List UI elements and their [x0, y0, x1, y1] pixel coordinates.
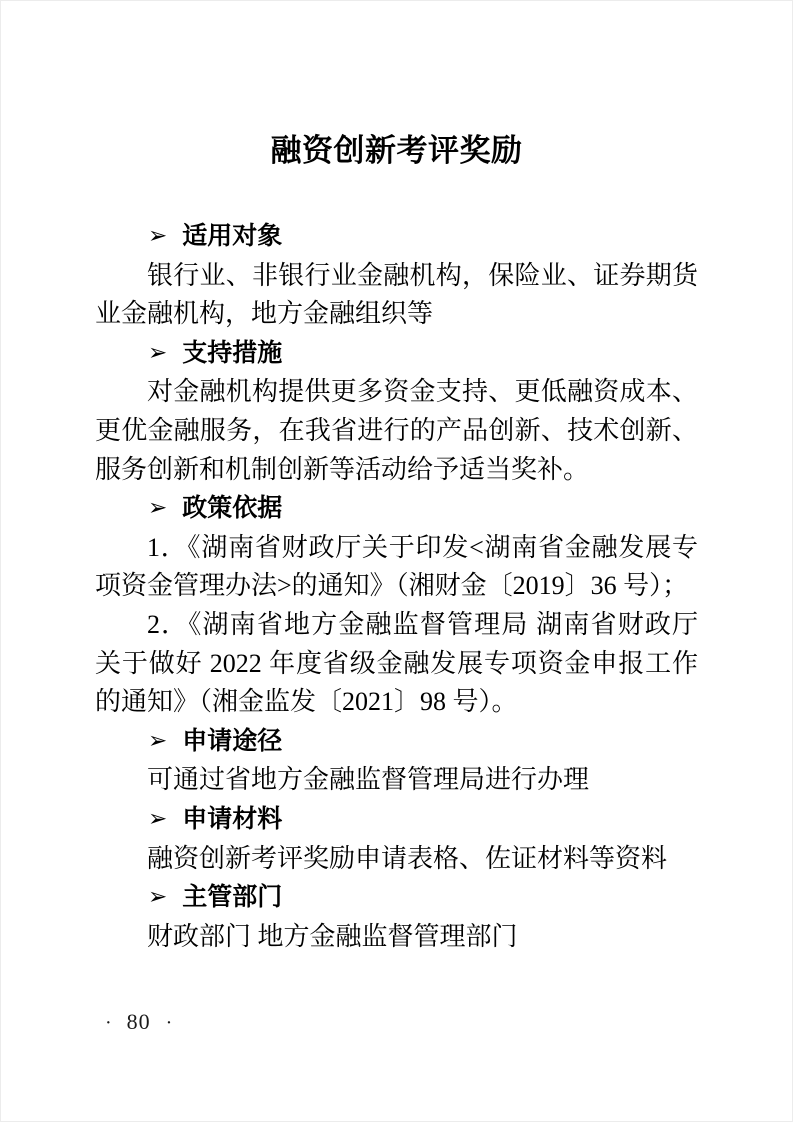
section-application-channel	[95, 722, 698, 800]
page-number	[104, 1007, 173, 1038]
page-title: 融资创新考评奖励	[270, 133, 523, 168]
page-number-dot: ·	[105, 1012, 112, 1034]
paragraph: 对金融机构提供更多资金支持、更低融资成本、更优金融服务，在我省进行的产品创新、技术创新、服务创新和机制创新等活动给予适当奖补。	[95, 377, 698, 484]
section-heading-label: 申请途径	[182, 726, 283, 755]
paragraph: 融资创新考评奖励申请表格、佐证材料等资料	[147, 843, 668, 873]
section-heading-label: 支持措施	[182, 338, 283, 367]
section-competent-departments	[95, 878, 698, 956]
section-heading	[95, 489, 698, 529]
arrow-bullet-icon: ➢	[148, 884, 168, 911]
section-heading	[95, 800, 698, 840]
section-applicable-targets	[95, 217, 698, 334]
section-support-measures	[95, 334, 698, 489]
paragraph: 银行业、非银行业金融机构，保险业、证券期货业金融机构，地方金融组织等	[95, 260, 698, 329]
section-heading	[95, 722, 698, 762]
section-policy-basis	[95, 489, 698, 722]
paragraph: 可通过省地方金融监督管理局进行办理	[147, 765, 590, 795]
page-number-dot: ·	[165, 1012, 173, 1034]
paragraph: 2．《湖南省地方金融监督管理局 湖南省财政厅关于做好 2022 年度省级金融发展专项资金申报工作的通知》（湘金监发〔2021〕98 号）。	[95, 609, 698, 717]
arrow-bullet-icon: ➢	[148, 495, 168, 522]
paragraph: 财政部门 地方金融监督管理部门	[147, 921, 518, 951]
section-heading-label: 主管部门	[182, 883, 283, 912]
arrow-bullet-icon: ➢	[148, 805, 168, 832]
page-content	[95, 131, 698, 956]
page-number-value: 80	[126, 1009, 151, 1034]
arrow-bullet-icon: ➢	[148, 223, 168, 249]
section-heading-label: 适用对象	[182, 222, 283, 250]
paragraph: 1．《湖南省财政厅关于印发<湖南省金融发展专项资金管理办法>的通知》（湘财金〔2019〕36 号）；	[95, 532, 698, 601]
section-heading	[95, 878, 698, 918]
section-heading-label: 申请材料	[182, 804, 283, 833]
arrow-bullet-icon: ➢	[148, 727, 168, 754]
section-heading-label: 政策依据	[182, 494, 283, 523]
section-heading	[95, 217, 698, 257]
section-heading	[95, 334, 698, 374]
section-application-materials	[95, 800, 698, 878]
arrow-bullet-icon: ➢	[148, 339, 168, 366]
